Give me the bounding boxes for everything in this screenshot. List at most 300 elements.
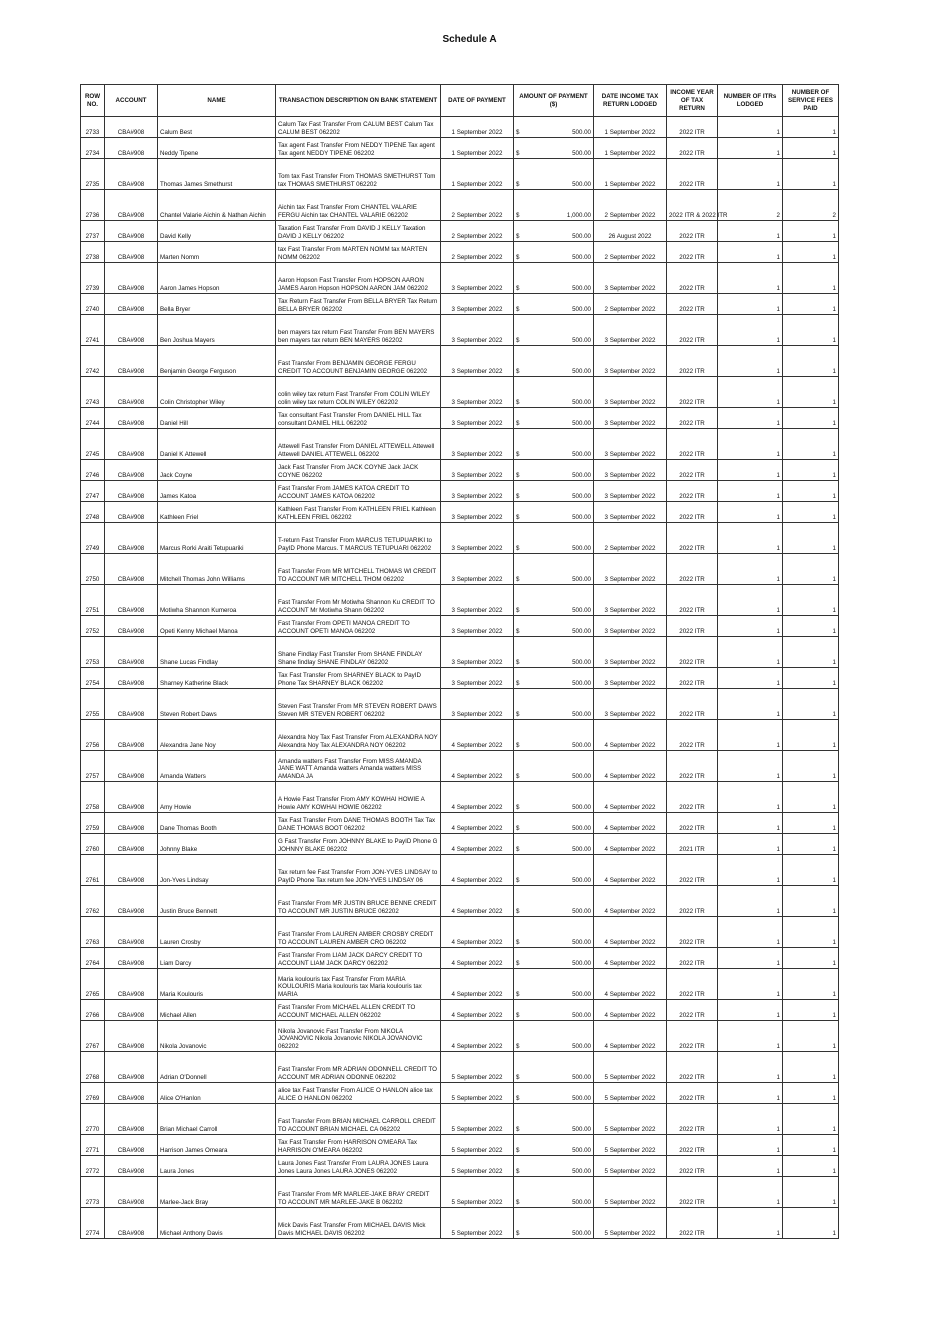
amount-value: 500.00 (572, 1147, 591, 1155)
amount-value: 500.00 (572, 1199, 591, 1207)
account-cell: CBA#908 (105, 637, 158, 668)
service-fees-cell: 1 (783, 668, 839, 689)
service-fees-cell: 1 (783, 159, 839, 190)
description-cell: T-return Fast Transfer From MARCUS TETUPUARIKI to PayID Phone Marcus. T MARCUS TETUPUARI 062202 (276, 523, 441, 554)
lodged-date-cell: 5 September 2022 (594, 1052, 667, 1083)
lodged-date-cell: 3 September 2022 (594, 377, 667, 408)
itrs-lodged-cell: 1 (718, 720, 783, 751)
payment-date-cell: 2 September 2022 (441, 190, 514, 221)
row-number-cell: 2751 (81, 585, 105, 616)
column-header: DATE OF PAYMENT (441, 85, 514, 117)
service-fees-cell: 1 (783, 1000, 839, 1021)
amount-cell (514, 221, 594, 242)
account-cell: CBA#908 (105, 159, 158, 190)
column-header: ACCOUNT (105, 85, 158, 117)
table-row (81, 1021, 839, 1052)
table-row (81, 429, 839, 460)
row-number-cell: 2752 (81, 616, 105, 637)
amount-cell (514, 969, 594, 1000)
lodged-date-cell: 5 September 2022 (594, 1156, 667, 1177)
table-row (81, 502, 839, 523)
lodged-date-cell: 3 September 2022 (594, 585, 667, 616)
currency-symbol: $ (516, 129, 520, 137)
amount-cell (514, 689, 594, 720)
income-year-cell: 2022 ITR (667, 408, 718, 429)
account-cell: CBA#908 (105, 1208, 158, 1239)
service-fees-cell: 1 (783, 1104, 839, 1135)
service-fees-cell: 1 (783, 1052, 839, 1083)
income-year-cell: 2022 ITR (667, 969, 718, 1000)
account-cell: CBA#908 (105, 616, 158, 637)
income-year-cell: 2022 ITR (667, 554, 718, 585)
row-number-cell: 2761 (81, 855, 105, 886)
name-cell: Marlee-Jack Bray (158, 1177, 276, 1208)
service-fees-cell: 1 (783, 1208, 839, 1239)
income-year-cell: 2022 ITR (667, 689, 718, 720)
income-year-cell: 2022 ITR (667, 429, 718, 460)
table-row (81, 554, 839, 585)
lodged-date-cell: 3 September 2022 (594, 346, 667, 377)
account-cell: CBA#908 (105, 1000, 158, 1021)
amount-cell (514, 637, 594, 668)
amount-cell (514, 834, 594, 855)
lodged-date-cell: 3 September 2022 (594, 315, 667, 346)
income-year-cell: 2022 ITR (667, 668, 718, 689)
amount-value: 500.00 (572, 181, 591, 189)
description-cell: Shane Findlay Fast Transfer From SHANE FINDLAY Shane findlay SHANE FINDLAY 062202 (276, 637, 441, 668)
currency-symbol: $ (516, 659, 520, 667)
amount-value: 500.00 (572, 451, 591, 459)
row-number-cell: 2757 (81, 751, 105, 782)
amount-cell (514, 377, 594, 408)
service-fees-cell: 1 (783, 377, 839, 408)
account-cell: CBA#908 (105, 855, 158, 886)
amount-value: 500.00 (572, 825, 591, 833)
amount-cell (514, 585, 594, 616)
amount-value: 500.00 (572, 1168, 591, 1176)
account-cell: CBA#908 (105, 346, 158, 377)
payment-date-cell: 5 September 2022 (441, 1156, 514, 1177)
income-year-cell: 2022 ITR (667, 159, 718, 190)
amount-cell (514, 948, 594, 969)
row-number-cell: 2766 (81, 1000, 105, 1021)
table-row (81, 523, 839, 554)
table-row (81, 720, 839, 751)
table-row (81, 1052, 839, 1083)
table-row (81, 1104, 839, 1135)
row-number-cell: 2750 (81, 554, 105, 585)
amount-cell (514, 1135, 594, 1156)
account-cell: CBA#908 (105, 242, 158, 263)
payment-date-cell: 3 September 2022 (441, 481, 514, 502)
itrs-lodged-cell: 1 (718, 377, 783, 408)
description-cell: Kathleen Fast Transfer From KATHLEEN FRIEL Kathleen KATHLEEN FRIEL 062202 (276, 502, 441, 523)
currency-symbol: $ (516, 1074, 520, 1082)
table-row (81, 689, 839, 720)
name-cell: Johnny Blake (158, 834, 276, 855)
amount-cell (514, 1156, 594, 1177)
name-cell: Opeti Kenny Michael Manoa (158, 616, 276, 637)
service-fees-cell: 1 (783, 969, 839, 1000)
itrs-lodged-cell: 1 (718, 408, 783, 429)
service-fees-cell: 1 (783, 948, 839, 969)
income-year-cell: 2022 ITR (667, 782, 718, 813)
description-cell: Fast Transfer From BRIAN MICHAEL CARROLL CREDIT TO ACCOUNT BRIAN MICHAEL CA 062202 (276, 1104, 441, 1135)
lodged-date-cell: 5 September 2022 (594, 1083, 667, 1104)
payment-date-cell: 4 September 2022 (441, 948, 514, 969)
page-title: Schedule A (442, 34, 497, 45)
currency-symbol: $ (516, 825, 520, 833)
account-cell: CBA#908 (105, 377, 158, 408)
service-fees-cell: 1 (783, 408, 839, 429)
lodged-date-cell: 2 September 2022 (594, 523, 667, 554)
lodged-date-cell: 1 September 2022 (594, 138, 667, 159)
lodged-date-cell: 4 September 2022 (594, 969, 667, 1000)
column-header: NUMBER OF ITRs LODGED (718, 85, 783, 117)
income-year-cell: 2022 ITR (667, 585, 718, 616)
description-cell: Tax return fee Fast Transfer From JON-YVES LINDSAY to PayID Phone Tax return fee JON-YVES LINDSAY 06 (276, 855, 441, 886)
payment-date-cell: 3 September 2022 (441, 460, 514, 481)
amount-value: 500.00 (572, 285, 591, 293)
itrs-lodged-cell: 1 (718, 813, 783, 834)
service-fees-cell: 1 (783, 294, 839, 315)
name-cell: Daniel Hill (158, 408, 276, 429)
itrs-lodged-cell: 1 (718, 1156, 783, 1177)
itrs-lodged-cell: 1 (718, 429, 783, 460)
description-cell: Alexandra Noy Tax Fast Transfer From ALEXANDRA NOY Alexandra Noy Tax ALEXANDRA NOY 062202 (276, 720, 441, 751)
name-cell: Benjamin George Ferguson (158, 346, 276, 377)
amount-value: 500.00 (572, 1012, 591, 1020)
description-cell: Fast Transfer From MR MARLEE-JAKE BRAY CREDIT TO ACCOUNT MR MARLEE-JAKE B 062202 (276, 1177, 441, 1208)
payment-date-cell: 1 September 2022 (441, 117, 514, 138)
income-year-cell: 2022 ITR (667, 346, 718, 377)
lodged-date-cell: 4 September 2022 (594, 1000, 667, 1021)
name-cell: Colin Christopher Wiley (158, 377, 276, 408)
name-cell: Amanda Watters (158, 751, 276, 782)
description-cell: Calum Tax Fast Transfer From CALUM BEST Calum Tax CALUM BEST 062202 (276, 117, 441, 138)
name-cell: Chantel Valarie Aichin & Nathan Aichin (158, 190, 276, 221)
description-cell: Fast Transfer From BENJAMIN GEORGE FERGU CREDIT TO ACCOUNT BENJAMIN GEORGE 062202 (276, 346, 441, 377)
table-row (81, 917, 839, 948)
column-header: AMOUNT OF PAYMENT ($) (514, 85, 594, 117)
description-cell: Nikola Jovanovic Fast Transfer From NIKOLA JOVANOVIC Nikola Jovanovic NIKOLA JOVANOVIC 062202 (276, 1021, 441, 1052)
name-cell: Sharney Katherine Black (158, 668, 276, 689)
itrs-lodged-cell: 1 (718, 668, 783, 689)
lodged-date-cell: 5 September 2022 (594, 1208, 667, 1239)
table-row (81, 377, 839, 408)
name-cell: Motiwha Shannon Kumeroa (158, 585, 276, 616)
service-fees-cell: 1 (783, 242, 839, 263)
name-cell: Aaron James Hopson (158, 263, 276, 294)
income-year-cell: 2022 ITR (667, 377, 718, 408)
lodged-date-cell: 4 September 2022 (594, 720, 667, 751)
itrs-lodged-cell: 1 (718, 1208, 783, 1239)
payment-date-cell: 3 September 2022 (441, 668, 514, 689)
description-cell: Steven Fast Transfer From MR STEVEN ROBERT DAWS Steven MR STEVEN ROBERT 062202 (276, 689, 441, 720)
row-number-cell: 2741 (81, 315, 105, 346)
account-cell: CBA#908 (105, 1135, 158, 1156)
name-cell: Justin Bruce Bennett (158, 886, 276, 917)
itrs-lodged-cell: 1 (718, 460, 783, 481)
income-year-cell: 2022 ITR (667, 855, 718, 886)
account-cell: CBA#908 (105, 221, 158, 242)
currency-symbol: $ (516, 846, 520, 854)
amount-cell (514, 813, 594, 834)
column-header: INCOME YEAR OF TAX RETURN (667, 85, 718, 117)
amount-value: 500.00 (572, 399, 591, 407)
currency-symbol: $ (516, 607, 520, 615)
row-number-cell: 2740 (81, 294, 105, 315)
currency-symbol: $ (516, 939, 520, 947)
name-cell: Calum Best (158, 117, 276, 138)
income-year-cell: 2022 ITR (667, 1021, 718, 1052)
service-fees-cell: 1 (783, 138, 839, 159)
itrs-lodged-cell: 1 (718, 1021, 783, 1052)
income-year-cell: 2022 ITR (667, 1052, 718, 1083)
service-fees-cell: 1 (783, 855, 839, 886)
row-number-cell: 2743 (81, 377, 105, 408)
name-cell: Steven Robert Daws (158, 689, 276, 720)
amount-cell (514, 554, 594, 585)
currency-symbol: $ (516, 233, 520, 241)
name-cell: Dane Thomas Booth (158, 813, 276, 834)
table-row (81, 242, 839, 263)
income-year-cell: 2022 ITR (667, 917, 718, 948)
account-cell: CBA#908 (105, 481, 158, 502)
service-fees-cell: 1 (783, 315, 839, 346)
amount-value: 500.00 (572, 545, 591, 553)
amount-cell (514, 429, 594, 460)
description-cell: colin wiley tax return Fast Transfer From COLIN WILEY colin wiley tax return COLIN WILEY 062202 (276, 377, 441, 408)
amount-value: 500.00 (572, 659, 591, 667)
itrs-lodged-cell: 1 (718, 886, 783, 917)
amount-value: 500.00 (572, 368, 591, 376)
amount-value: 500.00 (572, 306, 591, 314)
account-cell: CBA#908 (105, 554, 158, 585)
table-row (81, 294, 839, 315)
itrs-lodged-cell: 1 (718, 969, 783, 1000)
name-cell: Harrison James Omeara (158, 1135, 276, 1156)
payment-date-cell: 3 September 2022 (441, 346, 514, 377)
lodged-date-cell: 3 September 2022 (594, 408, 667, 429)
table-row (81, 460, 839, 481)
lodged-date-cell: 1 September 2022 (594, 159, 667, 190)
table-row (81, 668, 839, 689)
row-number-cell: 2760 (81, 834, 105, 855)
description-cell: Laura Jones Fast Transfer From LAURA JONES Laura Jones Laura Jones LAURA JONES 062202 (276, 1156, 441, 1177)
lodged-date-cell: 3 September 2022 (594, 502, 667, 523)
row-number-cell: 2755 (81, 689, 105, 720)
income-year-cell: 2022 ITR (667, 813, 718, 834)
service-fees-cell: 1 (783, 460, 839, 481)
payment-date-cell: 4 September 2022 (441, 751, 514, 782)
column-header: NUMBER OF SERVICE FEES PAID (783, 85, 839, 117)
row-number-cell: 2774 (81, 1208, 105, 1239)
account-cell: CBA#908 (105, 408, 158, 429)
income-year-cell: 2022 ITR (667, 637, 718, 668)
lodged-date-cell: 5 September 2022 (594, 1177, 667, 1208)
itrs-lodged-cell: 1 (718, 585, 783, 616)
amount-cell (514, 294, 594, 315)
lodged-date-cell: 4 September 2022 (594, 813, 667, 834)
lodged-date-cell: 3 September 2022 (594, 481, 667, 502)
table-row (81, 813, 839, 834)
row-number-cell: 2769 (81, 1083, 105, 1104)
income-year-cell: 2022 ITR (667, 481, 718, 502)
row-number-cell: 2744 (81, 408, 105, 429)
description-cell: Attewell Fast Transfer From DANIEL ATTEWELL Attewell Attewell DANIEL ATTEWELL 062202 (276, 429, 441, 460)
itrs-lodged-cell: 1 (718, 159, 783, 190)
name-cell: Alexandra Jane Noy (158, 720, 276, 751)
description-cell: Fast Transfer From LAUREN AMBER CROSBY CREDIT TO ACCOUNT LAUREN AMBER CRO 062202 (276, 917, 441, 948)
payment-date-cell: 2 September 2022 (441, 242, 514, 263)
account-cell: CBA#908 (105, 969, 158, 1000)
payment-date-cell: 3 September 2022 (441, 689, 514, 720)
row-number-cell: 2773 (81, 1177, 105, 1208)
amount-value: 500.00 (572, 742, 591, 750)
name-cell: Thomas James Smethurst (158, 159, 276, 190)
income-year-cell: 2022 ITR (667, 751, 718, 782)
lodged-date-cell: 4 September 2022 (594, 834, 667, 855)
payment-date-cell: 2 September 2022 (441, 221, 514, 242)
currency-symbol: $ (516, 181, 520, 189)
income-year-cell: 2022 ITR (667, 315, 718, 346)
amount-cell (514, 460, 594, 481)
currency-symbol: $ (516, 804, 520, 812)
itrs-lodged-cell: 1 (718, 1000, 783, 1021)
currency-symbol: $ (516, 711, 520, 719)
table-row (81, 1083, 839, 1104)
account-cell: CBA#908 (105, 523, 158, 554)
currency-symbol: $ (516, 1168, 520, 1176)
service-fees-cell: 1 (783, 502, 839, 523)
itrs-lodged-cell: 1 (718, 855, 783, 886)
table-row (81, 117, 839, 138)
service-fees-cell: 1 (783, 1135, 839, 1156)
row-number-cell: 2762 (81, 886, 105, 917)
name-cell: Ben Joshua Mayers (158, 315, 276, 346)
amount-value: 500.00 (572, 846, 591, 854)
lodged-date-cell: 4 September 2022 (594, 751, 667, 782)
table-row (81, 948, 839, 969)
payment-date-cell: 3 September 2022 (441, 263, 514, 294)
table-row (81, 1156, 839, 1177)
currency-symbol: $ (516, 1199, 520, 1207)
table-row (81, 834, 839, 855)
itrs-lodged-cell: 1 (718, 689, 783, 720)
payment-date-cell: 4 September 2022 (441, 782, 514, 813)
payment-date-cell: 4 September 2022 (441, 1000, 514, 1021)
account-cell: CBA#908 (105, 117, 158, 138)
service-fees-cell: 1 (783, 263, 839, 294)
amount-value: 500.00 (572, 991, 591, 999)
payment-date-cell: 5 September 2022 (441, 1052, 514, 1083)
table-row (81, 637, 839, 668)
table-row (81, 408, 839, 429)
table-row (81, 315, 839, 346)
itrs-lodged-cell: 1 (718, 346, 783, 377)
row-number-cell: 2736 (81, 190, 105, 221)
amount-cell (514, 720, 594, 751)
name-cell: Michael Anthony Davis (158, 1208, 276, 1239)
description-cell: Aichin tax Fast Transfer From CHANTEL VALARIE FERGU Aichin tax CHANTEL VALARIE 062202 (276, 190, 441, 221)
payment-date-cell: 3 September 2022 (441, 523, 514, 554)
row-number-cell: 2738 (81, 242, 105, 263)
account-cell: CBA#908 (105, 1177, 158, 1208)
account-cell: CBA#908 (105, 1156, 158, 1177)
account-cell: CBA#908 (105, 429, 158, 460)
amount-value: 500.00 (572, 493, 591, 501)
lodged-date-cell: 26 August 2022 (594, 221, 667, 242)
amount-cell (514, 315, 594, 346)
amount-value: 500.00 (572, 711, 591, 719)
table-row (81, 346, 839, 377)
currency-symbol: $ (516, 150, 520, 158)
lodged-date-cell: 4 September 2022 (594, 782, 667, 813)
income-year-cell: 2022 ITR (667, 1000, 718, 1021)
table-row (81, 782, 839, 813)
description-cell: Tax Fast Transfer From SHARNEY BLACK to PayID Phone Tax SHARNEY BLACK 062202 (276, 668, 441, 689)
income-year-cell: 2022 ITR (667, 502, 718, 523)
currency-symbol: $ (516, 212, 520, 220)
income-year-cell: 2022 ITR (667, 117, 718, 138)
income-year-cell: 2022 ITR (667, 1208, 718, 1239)
column-header: TRANSACTION DESCRIPTION ON BANK STATEMENT (276, 85, 441, 117)
table-row (81, 263, 839, 294)
account-cell: CBA#908 (105, 751, 158, 782)
name-cell: Jon-Yves Lindsay (158, 855, 276, 886)
column-header: ROW NO. (81, 85, 105, 117)
name-cell: Maria Koulouris (158, 969, 276, 1000)
itrs-lodged-cell: 1 (718, 315, 783, 346)
payment-date-cell: 4 September 2022 (441, 855, 514, 886)
lodged-date-cell: 4 September 2022 (594, 1021, 667, 1052)
account-cell: CBA#908 (105, 813, 158, 834)
itrs-lodged-cell: 1 (718, 917, 783, 948)
row-number-cell: 2733 (81, 117, 105, 138)
income-year-cell: 2022 ITR (667, 1104, 718, 1135)
description-cell: Amanda watters Fast Transfer From MISS AMANDA JANE WATT Amanda watters Amanda watters MISS AMANDA JA (276, 751, 441, 782)
itrs-lodged-cell: 1 (718, 616, 783, 637)
payment-date-cell: 3 September 2022 (441, 377, 514, 408)
itrs-lodged-cell: 1 (718, 502, 783, 523)
income-year-cell: 2022 ITR (667, 616, 718, 637)
name-cell: Mitchell Thomas John Williams (158, 554, 276, 585)
description-cell: alice tax Fast Transfer From ALICE O HANLON alice tax ALICE O HANLON 062202 (276, 1083, 441, 1104)
itrs-lodged-cell: 1 (718, 523, 783, 554)
lodged-date-cell: 3 September 2022 (594, 460, 667, 481)
currency-symbol: $ (516, 1230, 520, 1238)
description-cell: Fast Transfer From MR MITCHELL THOMAS WI CREDIT TO ACCOUNT MR MITCHELL THOM 062202 (276, 554, 441, 585)
description-cell: Tax Fast Transfer From HARRISON O'MEARA Tax HARRISON O'MEARA 062202 (276, 1135, 441, 1156)
amount-cell (514, 917, 594, 948)
amount-cell (514, 1052, 594, 1083)
payment-date-cell: 4 September 2022 (441, 969, 514, 1000)
currency-symbol: $ (516, 420, 520, 428)
itrs-lodged-cell: 1 (718, 294, 783, 315)
amount-cell (514, 408, 594, 429)
service-fees-cell: 1 (783, 689, 839, 720)
row-number-cell: 2772 (81, 1156, 105, 1177)
service-fees-cell: 1 (783, 346, 839, 377)
column-header: DATE INCOME TAX RETURN LODGED (594, 85, 667, 117)
amount-cell (514, 138, 594, 159)
currency-symbol: $ (516, 514, 520, 522)
currency-symbol: $ (516, 628, 520, 636)
payment-date-cell: 4 September 2022 (441, 813, 514, 834)
income-year-cell: 2022 ITR (667, 1083, 718, 1104)
payment-date-cell: 5 September 2022 (441, 1208, 514, 1239)
